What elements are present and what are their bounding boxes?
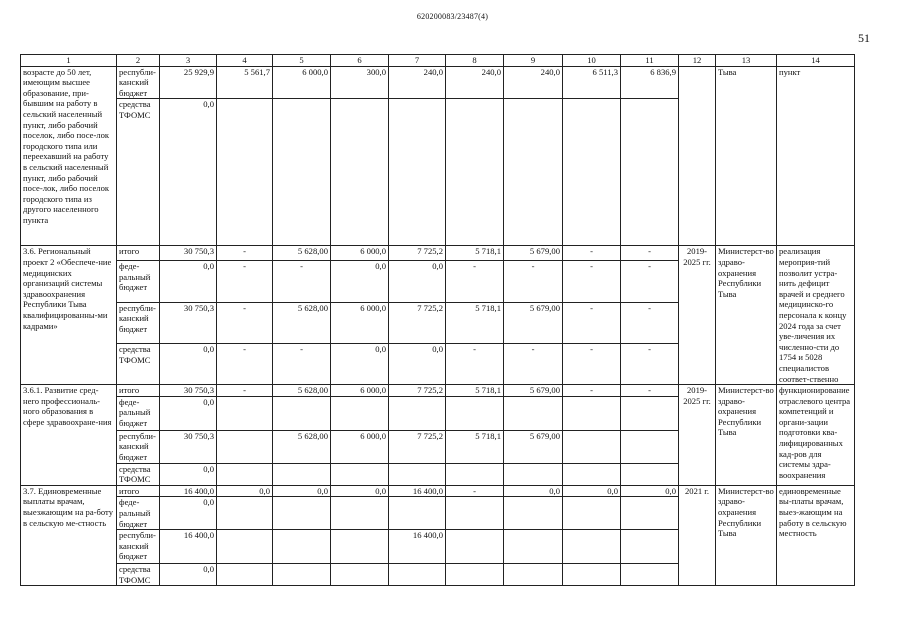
responsible-cell: Министерст-во здраво-охранения Республики Тыва: [716, 246, 777, 385]
funding-source: феде-ральный бюджет: [117, 261, 160, 303]
value-cell: [504, 530, 563, 564]
page-number: 51: [858, 31, 870, 45]
value-cell: [217, 99, 273, 246]
value-cell: -: [217, 302, 273, 344]
value-cell: 5 718,1: [446, 430, 504, 463]
value-cell: [563, 396, 621, 430]
column-header: 5: [273, 55, 331, 67]
value-cell: 0,0: [389, 261, 446, 303]
document-id: 620200083/23487(4): [416, 12, 489, 21]
value-cell: 0,0: [160, 564, 217, 586]
value-cell: [504, 99, 563, 246]
column-header: 14: [777, 55, 855, 67]
value-cell: [563, 463, 621, 485]
value-cell: [217, 396, 273, 430]
funding-source: республи-канский бюджет: [117, 430, 160, 463]
value-cell: -: [621, 261, 679, 303]
value-cell: 5 628,00: [273, 385, 331, 397]
column-header: 2: [117, 55, 160, 67]
value-cell: 240,0: [389, 66, 446, 99]
value-cell: [217, 463, 273, 485]
value-cell: -: [621, 302, 679, 344]
table-row: [21, 66, 855, 99]
value-cell: -: [446, 344, 504, 385]
value-cell: 0,0: [160, 344, 217, 385]
value-cell: 0,0: [563, 485, 621, 497]
value-cell: 300,0: [331, 66, 389, 99]
value-cell: 5 628,00: [273, 430, 331, 463]
value-cell: [389, 99, 446, 246]
result-cell: реализация мероприя-тий позволит устра-нить дефицит врачей и среднего медицинско-го персонала к концу 2024 года за счет уве-личения их численно-сти до 1754 и 5028 специалистов соответ-ственно: [777, 246, 855, 385]
result-cell: единовременные вы-платы врачам, выез-жающим на работу в сельскую местность: [777, 485, 855, 586]
value-cell: 0,0: [389, 344, 446, 385]
value-cell: 7 725,2: [389, 302, 446, 344]
funding-source: республи-канский бюджет: [117, 302, 160, 344]
funding-source: итого: [117, 246, 160, 261]
value-cell: [217, 430, 273, 463]
value-cell: 6 511,3: [563, 66, 621, 99]
value-cell: 30 750,3: [160, 430, 217, 463]
funding-source: феде-ральный бюджет: [117, 497, 160, 530]
value-cell: [273, 396, 331, 430]
value-cell: 16 400,0: [389, 530, 446, 564]
value-cell: [504, 564, 563, 586]
value-cell: [273, 497, 331, 530]
value-cell: 0,0: [160, 261, 217, 303]
column-header: 4: [217, 55, 273, 67]
value-cell: [389, 463, 446, 485]
funding-source: средства ТФОМС: [117, 463, 160, 485]
value-cell: -: [446, 485, 504, 497]
value-cell: 0,0: [331, 344, 389, 385]
value-cell: [446, 396, 504, 430]
column-header: 7: [389, 55, 446, 67]
value-cell: 6 000,0: [331, 385, 389, 397]
value-cell: [446, 99, 504, 246]
budget-table: [20, 54, 855, 586]
value-cell: 6 000,0: [273, 66, 331, 99]
value-cell: 16 400,0: [160, 530, 217, 564]
value-cell: 30 750,3: [160, 385, 217, 397]
value-cell: [217, 530, 273, 564]
value-cell: [621, 396, 679, 430]
value-cell: -: [504, 261, 563, 303]
value-cell: 16 400,0: [389, 485, 446, 497]
value-cell: [621, 564, 679, 586]
funding-source: республи-канский бюджет: [117, 530, 160, 564]
column-header: 6: [331, 55, 389, 67]
responsible-cell: Тыва: [716, 66, 777, 246]
value-cell: -: [563, 344, 621, 385]
value-cell: [621, 530, 679, 564]
activity-name: возрасте до 50 лет, имеющим высшее образование, при-бывшим на работу в сельский населенный пункт, либо рабочий поселок, либо посе-лок городского типа или переехавший на работу в сельский населенный пункт, либо рабочий посе-лок, либо поселок городского типа из другого населенного пункта: [21, 66, 117, 246]
value-cell: -: [217, 344, 273, 385]
value-cell: 0,0: [331, 485, 389, 497]
value-cell: 5 718,1: [446, 246, 504, 261]
value-cell: 240,0: [446, 66, 504, 99]
value-cell: [331, 564, 389, 586]
value-cell: 0,0: [160, 463, 217, 485]
value-cell: 30 750,3: [160, 302, 217, 344]
column-header: 9: [504, 55, 563, 67]
value-cell: [273, 564, 331, 586]
value-cell: -: [621, 385, 679, 397]
funding-source: средства ТФОМС: [117, 344, 160, 385]
value-cell: 0,0: [504, 485, 563, 497]
value-cell: -: [621, 344, 679, 385]
value-cell: 0,0: [160, 497, 217, 530]
value-cell: [504, 497, 563, 530]
value-cell: 5 679,00: [504, 430, 563, 463]
value-cell: 30 750,3: [160, 246, 217, 261]
responsible-cell: Министерст-во здраво-охранения Республики Тыва: [716, 385, 777, 486]
funding-source: итого: [117, 485, 160, 497]
value-cell: 0,0: [160, 99, 217, 246]
value-cell: 0,0: [621, 485, 679, 497]
value-cell: [217, 497, 273, 530]
column-header: 1: [21, 55, 117, 67]
value-cell: 7 725,2: [389, 430, 446, 463]
value-cell: [621, 463, 679, 485]
value-cell: 25 929,9: [160, 66, 217, 99]
value-cell: 5 679,00: [504, 302, 563, 344]
activity-name: 3.6.1. Развитие сред-него профессиональ-ного образования в сфере здравоохране-ния: [21, 385, 117, 486]
value-cell: -: [273, 261, 331, 303]
column-header-row: [21, 55, 855, 67]
funding-source: республи-канский бюджет: [117, 66, 160, 99]
activity-name: 3.7. Единовременные выплаты врачам, выезжающим на ра-боту в сельскую ме-стность: [21, 485, 117, 586]
funding-source: феде-ральный бюджет: [117, 396, 160, 430]
value-cell: 7 725,2: [389, 246, 446, 261]
value-cell: 6 000,0: [331, 246, 389, 261]
value-cell: -: [621, 246, 679, 261]
column-header: 3: [160, 55, 217, 67]
value-cell: 5 718,1: [446, 385, 504, 397]
value-cell: [331, 463, 389, 485]
value-cell: [331, 530, 389, 564]
value-cell: [621, 430, 679, 463]
activity-name: 3.6. Региональный проект 2 «Обеспече-ние медицинских организаций системы здравоохранения Республики Тыва квалифицированны-ми кадрами»: [21, 246, 117, 385]
value-cell: 7 725,2: [389, 385, 446, 397]
period-cell: 2021 г.: [679, 485, 716, 586]
value-cell: 5 679,00: [504, 385, 563, 397]
value-cell: [389, 497, 446, 530]
value-cell: 5 628,00: [273, 246, 331, 261]
value-cell: [621, 497, 679, 530]
value-cell: -: [563, 261, 621, 303]
value-cell: -: [504, 344, 563, 385]
value-cell: [389, 564, 446, 586]
value-cell: [217, 564, 273, 586]
value-cell: 0,0: [160, 396, 217, 430]
value-cell: -: [563, 385, 621, 397]
value-cell: [446, 463, 504, 485]
value-cell: [563, 530, 621, 564]
value-cell: -: [217, 261, 273, 303]
value-cell: [446, 530, 504, 564]
column-header: 12: [679, 55, 716, 67]
funding-source: средства ТФОМС: [117, 99, 160, 246]
value-cell: 240,0: [504, 66, 563, 99]
column-header: 11: [621, 55, 679, 67]
value-cell: 16 400,0: [160, 485, 217, 497]
value-cell: [331, 99, 389, 246]
value-cell: [273, 463, 331, 485]
value-cell: 5 561,7: [217, 66, 273, 99]
value-cell: -: [563, 302, 621, 344]
value-cell: [563, 99, 621, 246]
period-cell: [679, 66, 716, 246]
table-row: [21, 246, 855, 261]
column-header: 13: [716, 55, 777, 67]
funding-source: итого: [117, 385, 160, 397]
value-cell: [273, 530, 331, 564]
value-cell: [446, 497, 504, 530]
value-cell: [621, 99, 679, 246]
value-cell: -: [273, 344, 331, 385]
result-cell: функционирование отраслевого центра компетенций и органи-зации подготовки ква-лифицированных кад-ров для системы здра-воохранения: [777, 385, 855, 486]
value-cell: 0,0: [217, 485, 273, 497]
table-row: [21, 385, 855, 397]
value-cell: 0,0: [331, 261, 389, 303]
responsible-cell: Министерст-во здраво-охранения Республики Тыва: [716, 485, 777, 586]
value-cell: [446, 564, 504, 586]
value-cell: 5 718,1: [446, 302, 504, 344]
period-cell: 2019-2025 гг.: [679, 246, 716, 385]
value-cell: [504, 463, 563, 485]
value-cell: [563, 430, 621, 463]
value-cell: [563, 564, 621, 586]
table-row: [21, 485, 855, 497]
value-cell: [389, 396, 446, 430]
value-cell: -: [217, 246, 273, 261]
period-cell: 2019-2025 гг.: [679, 385, 716, 486]
result-cell: пункт: [777, 66, 855, 246]
value-cell: 5 679,00: [504, 246, 563, 261]
value-cell: 6 836,9: [621, 66, 679, 99]
value-cell: -: [563, 246, 621, 261]
value-cell: [331, 497, 389, 530]
value-cell: 5 628,00: [273, 302, 331, 344]
funding-source: средства ТФОМС: [117, 564, 160, 586]
value-cell: [331, 396, 389, 430]
value-cell: -: [217, 385, 273, 397]
column-header: 10: [563, 55, 621, 67]
column-header: 8: [446, 55, 504, 67]
value-cell: 6 000,0: [331, 430, 389, 463]
value-cell: [563, 497, 621, 530]
value-cell: [273, 99, 331, 246]
value-cell: -: [446, 261, 504, 303]
value-cell: 0,0: [273, 485, 331, 497]
value-cell: 6 000,0: [331, 302, 389, 344]
value-cell: [504, 396, 563, 430]
